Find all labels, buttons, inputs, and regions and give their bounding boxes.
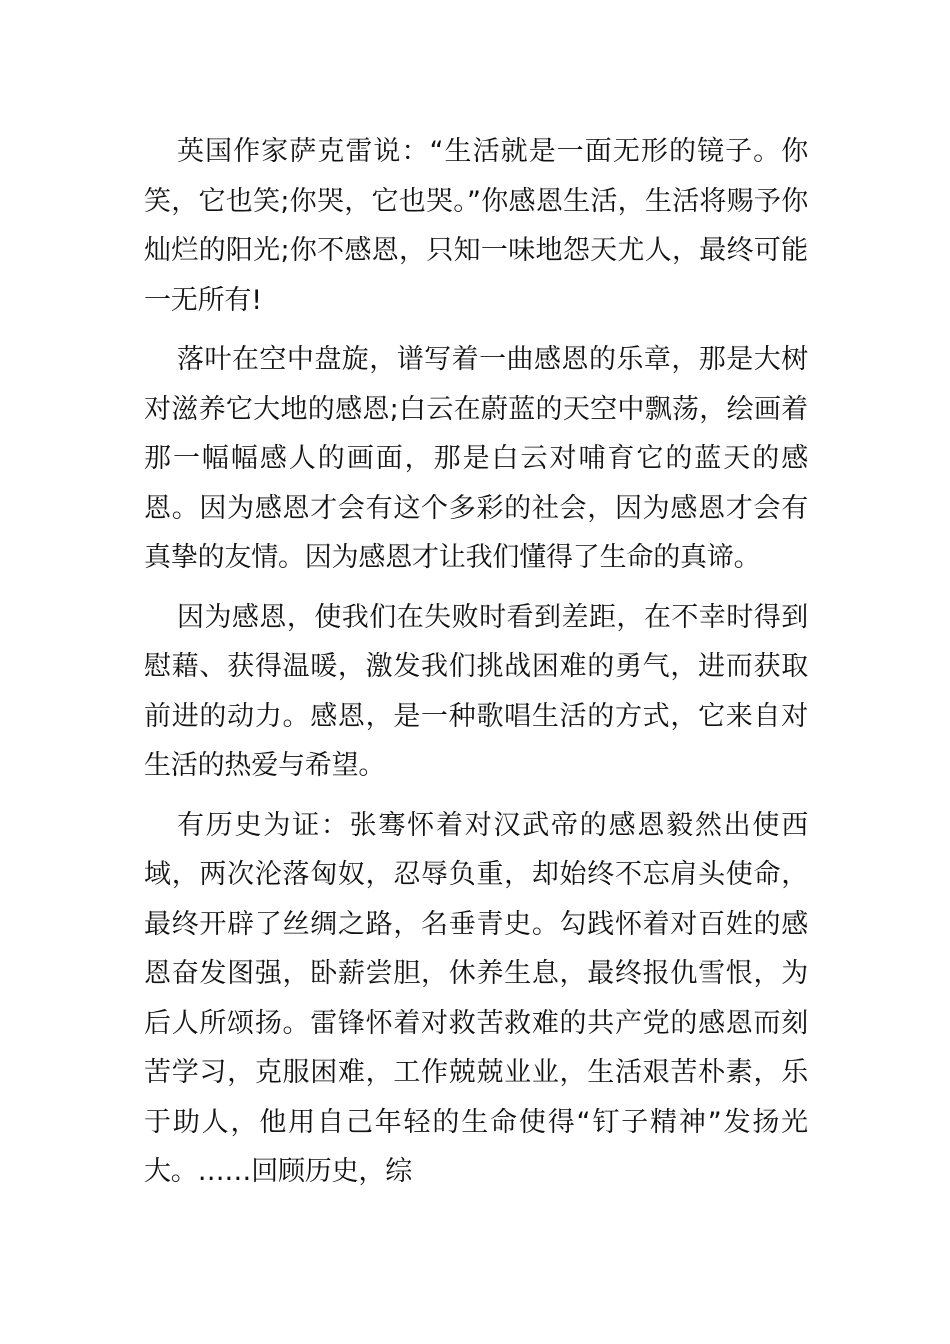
document-body <box>144 127 808 1207</box>
paragraph-4: 有历史为证：张骞怀着对汉武帝的感恩毅然出使西域，两次沦落匈奴，忍辱负重，却始终不忘肩头使命，最终开辟了丝绸之路，名垂青史。勾践怀着对百姓的感恩奋发图强，卧薪尝胆，休养生息，最终报仇雪恨，为后人所颂扬。雷锋怀着对救苦救难的共产党的感恩而刻苦学习，克服困难，工作兢兢业业，生活艰苦朴素，乐于助人，他用自己年轻的生命使得“钉子精神”发扬光大。……回顾历史，综 <box>144 809 808 1187</box>
paragraph-2: 落叶在空中盘旋，谱写着一曲感恩的乐章，那是大树对滋养它大地的感恩;白云在蔚蓝的天空中飘荡，绘画着那一幅幅感人的画面，那是白云对哺育它的蓝天的感恩。因为感恩才会有这个多彩的社会，因为感恩才会有真挚的友情。因为感恩才让我们懂得了生命的真谛。 <box>144 344 808 573</box>
paragraph-3: 因为感恩，使我们在失败时看到差距，在不幸时得到慰藉、获得温暖，激发我们挑战困难的勇气，进而获取前进的动力。感恩，是一种歌唱生活的方式，它来自对生活的热爱与希望。 <box>144 601 808 781</box>
paragraph-1: 英国作家萨克雷说：“生活就是一面无形的镜子。你笑，它也笑;你哭，它也哭。”你感恩生活，生活将赐予你灿烂的阳光;你不感恩，只知一味地怨天尤人，最终可能一无所有! <box>144 136 808 316</box>
